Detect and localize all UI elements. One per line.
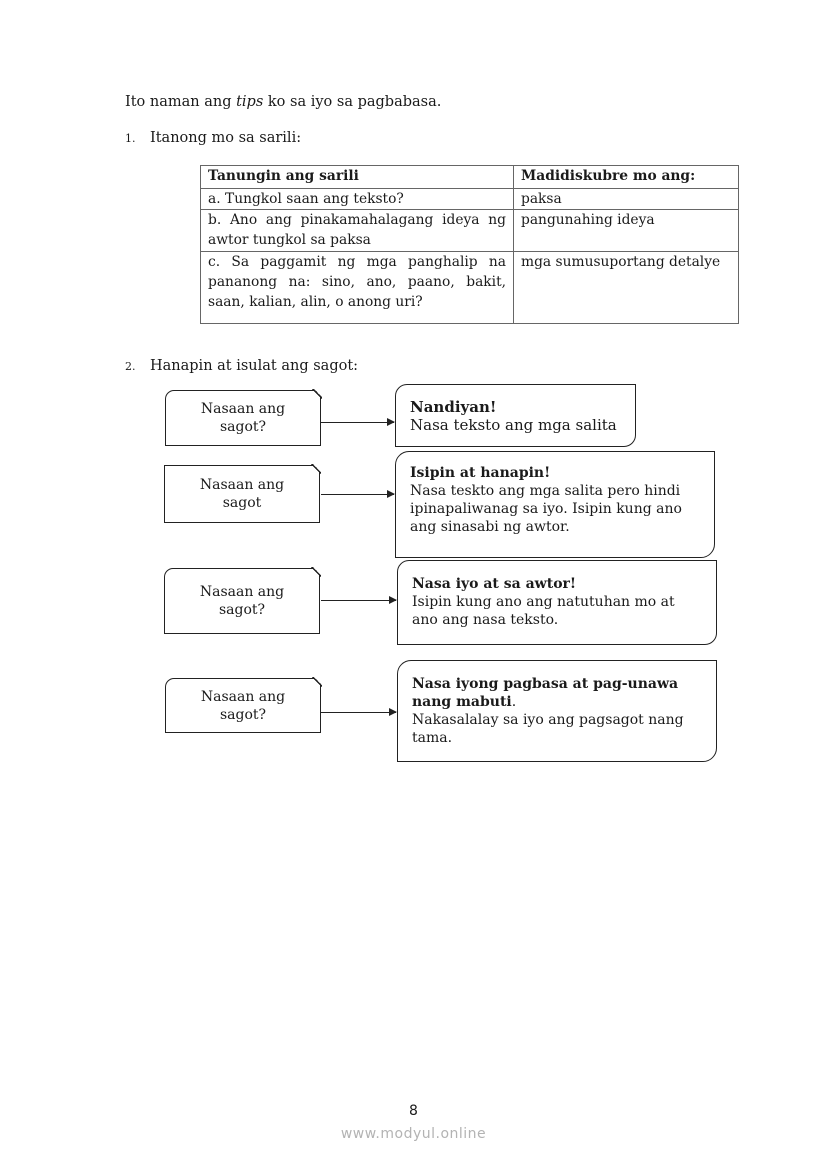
intro-text-start: Ito naman ang: [125, 94, 237, 110]
question-line1: Nasaan ang: [199, 584, 285, 600]
question-line2: sagot?: [219, 419, 267, 435]
corner-chamfer: [311, 567, 321, 577]
answer-title: Nasa iyong pagbasa at pag-unawa nang mabuti: [412, 676, 679, 710]
question-box: [165, 678, 321, 733]
answer-box: [395, 451, 715, 558]
answer-box: [397, 660, 717, 762]
step-1-number: 1.: [125, 132, 136, 145]
answer-title: Nasa iyo at sa awtor!: [412, 576, 577, 592]
corner-chamfer: [311, 464, 321, 474]
answer-body: Nakasalalay sa iyo ang pagsagot nang tama.: [412, 712, 684, 746]
answer-box: [395, 384, 636, 447]
answer-title: Nandiyan!: [410, 398, 497, 416]
self-questions-table: [200, 165, 739, 324]
question-box: [164, 465, 320, 523]
header-tanungin: Tanungin ang sarili: [201, 166, 514, 189]
intro-italic-tips: tips: [236, 94, 264, 110]
answer-title-suffix: .: [511, 694, 517, 710]
arrow-right-icon: [321, 422, 394, 423]
arrow-right-icon: [321, 600, 396, 601]
intro-text-end: ko sa iyo sa pagbabasa.: [263, 94, 442, 110]
question-line2: sagot?: [218, 602, 266, 618]
table-row: [201, 252, 739, 324]
answer-box: [397, 560, 717, 645]
arrow-right-icon: [321, 494, 394, 495]
header-madidiskubre: Madidiskubre mo ang:: [514, 166, 739, 189]
step-1-heading: [125, 130, 301, 146]
question-line2: sagot?: [219, 706, 267, 723]
corner-chamfer: [312, 677, 322, 687]
answer-title: Isipin at hanapin!: [410, 465, 551, 481]
intro-text: [125, 94, 441, 110]
question-line1: Nasaan ang: [200, 401, 286, 417]
watermark: www.modyul.online: [340, 1126, 487, 1142]
step-2-heading: [125, 358, 358, 374]
answer-body: Nasa teskto ang mga salita pero hindi ipinapaliwanag sa iyo. Isipin kung ano ang sinasabi ng awtor.: [410, 483, 682, 535]
corner-chamfer: [312, 389, 322, 399]
step-2-label: Hanapin at isulat ang sagot:: [150, 358, 359, 374]
question-line1: Nasaan ang: [200, 688, 286, 705]
table-cell-discovery: pangunahing ideya: [514, 210, 739, 252]
arrow-right-icon: [321, 712, 396, 713]
table-row: [201, 189, 739, 210]
answer-body: Isipin kung ano ang natutuhan mo at ano ang nasa teksto.: [412, 594, 675, 628]
question-line2: sagot: [222, 495, 262, 511]
step-1-label: Itanong mo sa sarili:: [150, 130, 302, 146]
table-cell-discovery: paksa: [514, 189, 739, 210]
answer-body: Nasa teksto ang mga salita: [410, 416, 617, 434]
question-line1: Nasaan ang: [199, 477, 285, 493]
question-box: [164, 568, 320, 634]
table-cell-discovery: mga sumusuportang detalye: [514, 252, 739, 324]
table-cell-question: b. Ano ang pinakamahalagang ideya ng awtor tungkol sa paksa: [201, 210, 514, 252]
table-row: [201, 210, 739, 252]
table-cell-question: a. Tungkol saan ang teksto?: [201, 189, 514, 210]
table-header-row: [201, 166, 739, 189]
table-cell-question: c. Sa paggamit ng mga panghalip na pananong na: sino, ano, paano, bakit, saan, kalian, alin, o anong uri?: [201, 252, 514, 324]
step-2-number: 2.: [125, 360, 136, 373]
page-number: 8: [409, 1103, 418, 1119]
question-box: [165, 390, 321, 446]
